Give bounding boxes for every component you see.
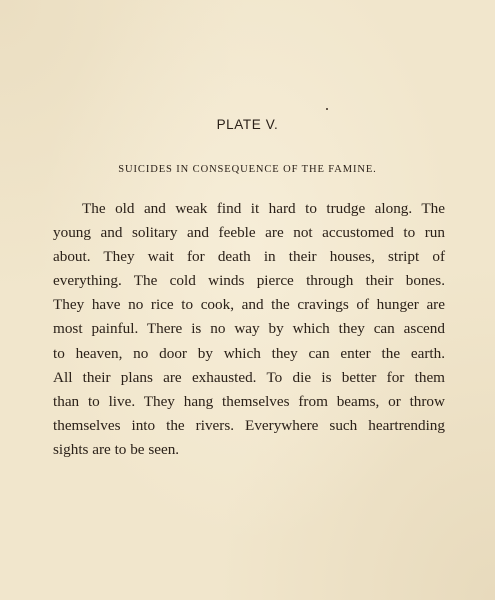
plate-subtitle: SUICIDES IN CONSEQUENCE OF THE FAMINE.: [118, 164, 377, 175]
paragraph-line: sights are to be seen.: [53, 440, 180, 458]
paragraph-line: than to live. They hang themselves from beams, or throw: [53, 392, 445, 410]
plate-title: PLATE V.: [216, 117, 279, 132]
paragraph-line: young and solitary and feeble are not accustomed to run: [53, 224, 445, 242]
paragraph-line: about. They wait for death in their houses, stript of: [53, 248, 445, 266]
paragraph-line: All their plans are exhausted. To die is better for them: [53, 368, 445, 386]
paragraph-line: themselves into the rivers. Everywhere such heartrending: [53, 416, 445, 434]
paragraph-line: most painful. There is no way by which they can ascend: [53, 320, 445, 338]
paragraph-line: everything. The cold winds pierce through their bones.: [53, 272, 445, 290]
ink-speck: [326, 108, 328, 110]
paragraph-line: They have no rice to cook, and the cravings of hunger are: [53, 296, 445, 314]
paragraph-line: to heaven, no door by which they can enter the earth.: [53, 344, 445, 362]
body-paragraph: [53, 197, 445, 462]
paragraph-line: The old and weak find it hard to trudge along. The: [82, 200, 445, 217]
